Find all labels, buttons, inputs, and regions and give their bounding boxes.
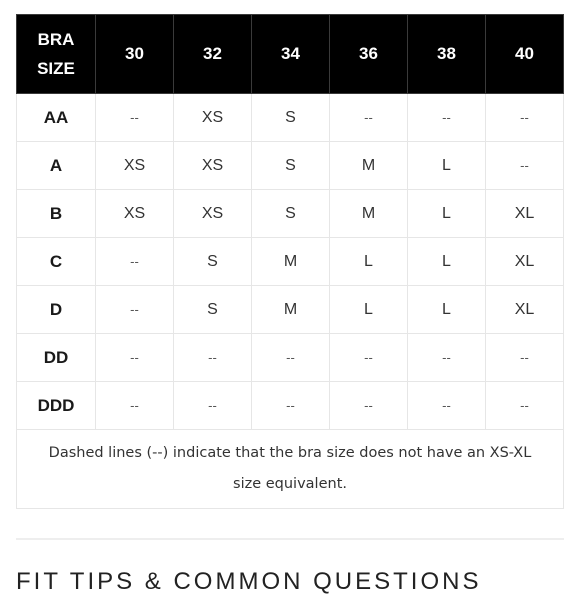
- cup-size-label: B: [17, 190, 96, 238]
- size-cell: M: [330, 190, 408, 238]
- size-cell: XL: [486, 238, 564, 286]
- section-divider: [16, 538, 564, 540]
- footnote-row: [17, 430, 564, 509]
- size-cell: S: [252, 94, 330, 142]
- size-cell: --: [96, 382, 174, 430]
- size-cell: L: [408, 142, 486, 190]
- fit-tips-heading[interactable]: FIT TIPS & COMMON QUESTIONS: [16, 568, 482, 595]
- corner-label-line1: BRA: [37, 30, 75, 49]
- table-row: [17, 190, 564, 238]
- size-cell: --: [96, 334, 174, 382]
- header-row: [17, 15, 564, 94]
- size-cell: --: [408, 382, 486, 430]
- size-cell: --: [486, 142, 564, 190]
- size-cell: L: [408, 286, 486, 334]
- cup-size-label: DD: [17, 334, 96, 382]
- band-size-header: 40: [486, 15, 564, 94]
- bra-size-table: [16, 14, 564, 509]
- size-cell: --: [486, 94, 564, 142]
- table-row: [17, 238, 564, 286]
- size-cell: --: [174, 334, 252, 382]
- size-cell: M: [252, 238, 330, 286]
- size-cell: --: [330, 382, 408, 430]
- size-cell: XS: [174, 190, 252, 238]
- size-cell: M: [252, 286, 330, 334]
- table-body: [17, 94, 564, 509]
- size-cell: S: [174, 238, 252, 286]
- cup-size-label: AA: [17, 94, 96, 142]
- cup-size-label: C: [17, 238, 96, 286]
- footnote-text: Dashed lines (--) indicate that the bra size does not have an XS-XL size equivalent.: [17, 430, 564, 509]
- size-cell: S: [252, 190, 330, 238]
- size-cell: --: [330, 334, 408, 382]
- table-row: [17, 94, 564, 142]
- size-cell: --: [96, 94, 174, 142]
- size-cell: --: [96, 286, 174, 334]
- size-cell: --: [252, 334, 330, 382]
- band-size-header: 34: [252, 15, 330, 94]
- cup-size-label: DDD: [17, 382, 96, 430]
- size-cell: --: [408, 94, 486, 142]
- table-row: [17, 382, 564, 430]
- size-cell: XS: [174, 94, 252, 142]
- size-cell: XL: [486, 190, 564, 238]
- size-cell: S: [174, 286, 252, 334]
- size-cell: M: [330, 142, 408, 190]
- size-cell: --: [174, 382, 252, 430]
- cup-size-label: D: [17, 286, 96, 334]
- size-cell: L: [330, 286, 408, 334]
- size-cell: --: [486, 382, 564, 430]
- band-size-header: 36: [330, 15, 408, 94]
- size-cell: XS: [174, 142, 252, 190]
- size-cell: --: [252, 382, 330, 430]
- corner-label-line2: SIZE: [37, 59, 75, 78]
- band-size-header: 32: [174, 15, 252, 94]
- size-cell: XS: [96, 190, 174, 238]
- size-cell: --: [330, 94, 408, 142]
- size-cell: XL: [486, 286, 564, 334]
- size-cell: S: [252, 142, 330, 190]
- cup-size-label: A: [17, 142, 96, 190]
- size-cell: XS: [96, 142, 174, 190]
- band-size-header: 38: [408, 15, 486, 94]
- band-size-header: 30: [96, 15, 174, 94]
- size-cell: L: [408, 190, 486, 238]
- size-cell: --: [96, 238, 174, 286]
- size-cell: L: [330, 238, 408, 286]
- table-row: [17, 142, 564, 190]
- size-cell: L: [408, 238, 486, 286]
- size-cell: --: [408, 334, 486, 382]
- table-row: [17, 286, 564, 334]
- corner-header: [17, 15, 96, 94]
- size-cell: --: [486, 334, 564, 382]
- table-row: [17, 334, 564, 382]
